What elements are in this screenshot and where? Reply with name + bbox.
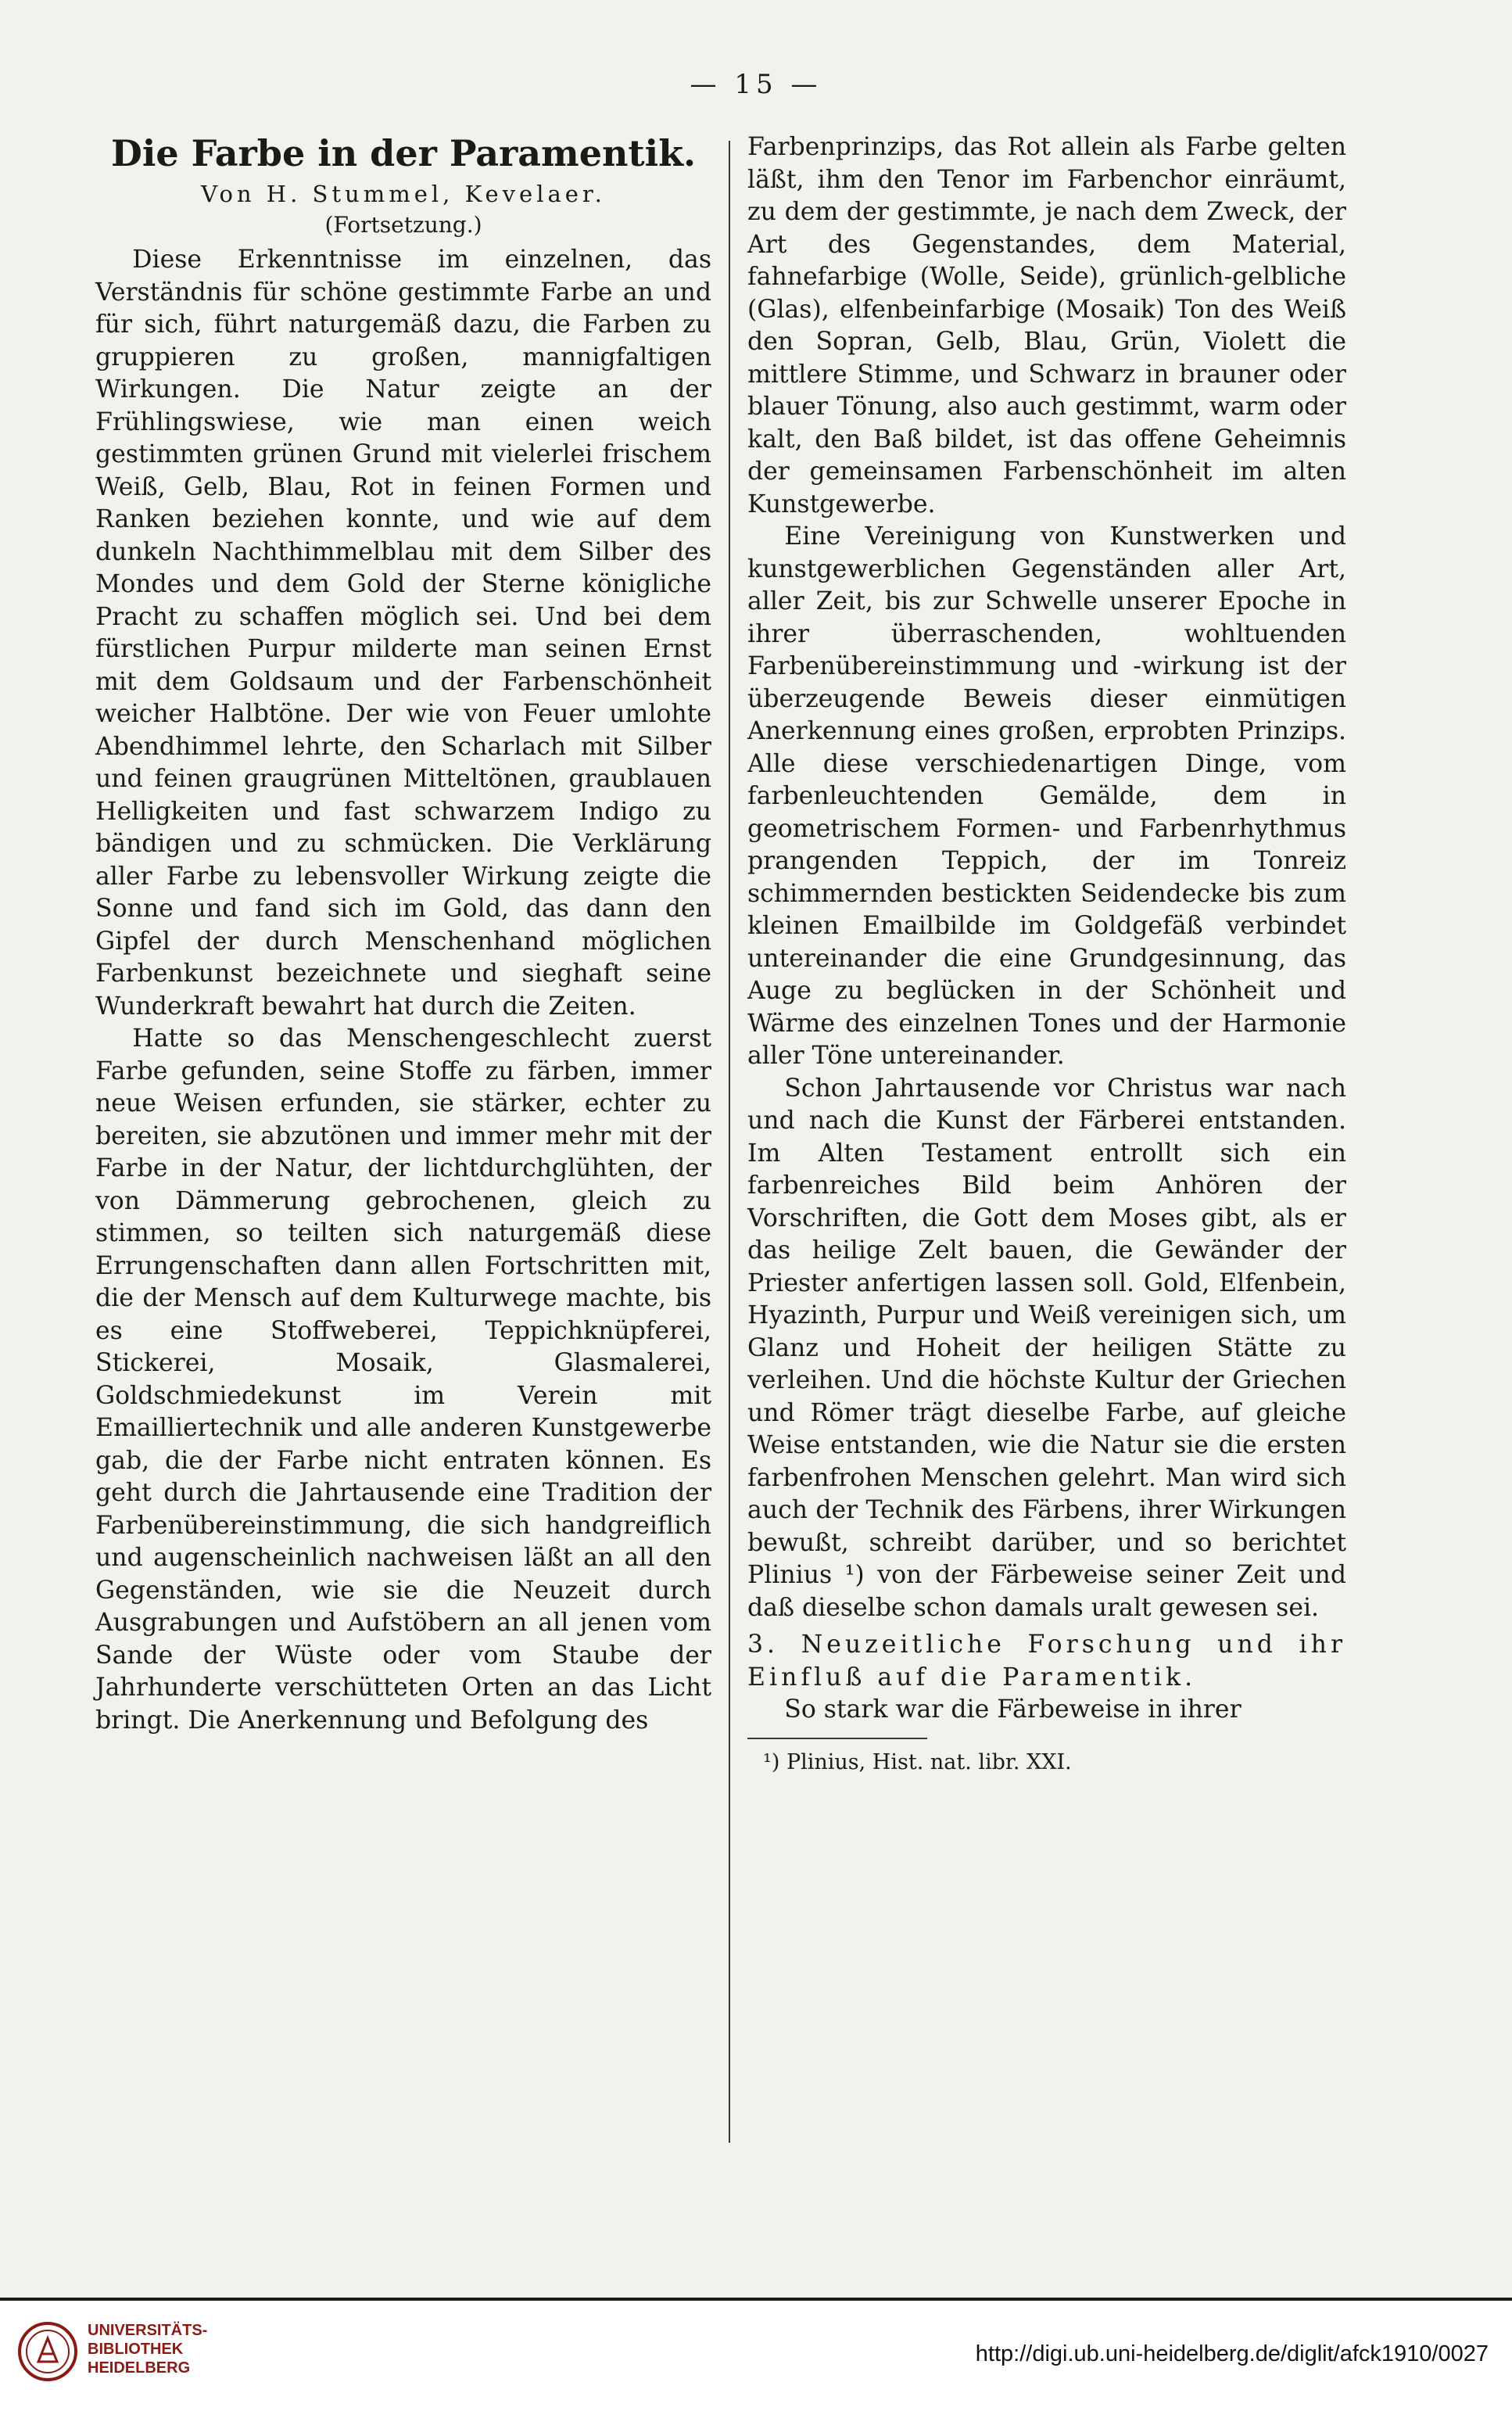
left-column: [95, 131, 711, 1737]
footnote-rule: [747, 1738, 927, 1739]
university-seal-icon: [17, 2321, 78, 2382]
paragraph: Hatte so das Menschengeschlecht zuerst Farbe gefunden, seine Stoffe zu färben, immer neue Weisen erfunden, sie stärker, echter zu bereiten, sie abzutönen und immer mehr mit der Farbe in der Natur, der lichtdurchglühten, der von Dämmerung gebrochenen, gleich zu stimmen, so teilten sich naturgemäß diese Errungenschaften dann allen Fortschritten mit, die der Mensch auf dem Kulturwege machte, bis es eine Stoffweberei, Teppichknüpferei, Stickerei, Mosaik, Glasmalerei, Goldschmiedekunst im Verein mit Emailliertechnik und alle anderen Kunstgewerbe gab, die der Farbe nicht entraten können. Es geht durch die Jahrtausende eine Tradition der Farbenübereinstimmung, die sich handgreiflich und augenscheinlich nachweisen läßt an all den Gegenständen, wie sie die Neuzeit durch Ausgrabungen und Aufstöbern an all jenen vom Sande der Wüste oder vom Staube der Jahrhunderte verschütteten Orten an das Licht bringt. Die Anerkennung und Befolgung des: [95, 1024, 711, 1735]
paragraph: Farbenprinzips, das Rot allein als Farbe gelten läßt, ihm den Tenor im Farbenchor einräumt, zu dem der gestimmte, je nach dem Zweck, der Art des Gegenstandes, dem Material, fahnefarbige (Wolle, Seide), grünlich-gelbliche (Glas), elfenbeinfarbige (Mosaik) Ton des Weiß den Sopran, Gelb, Blau, Grün, Violett die mittlere Stimme, und Schwarz in brauner oder blauer Tönung, also auch gestimmt, warm oder kalt, den Baß bildet, ist das offene Geheimnis der gemeinsamen Farbenschönheit im alten Kunstgewerbe.: [747, 133, 1346, 518]
paragraph: Diese Erkenntnisse im einzelnen, das Verständnis für schöne gestimmte Farbe an und für sich, führt naturgemäß dazu, die Farben zu gruppieren zu großen, mannigfaltigen Wirkungen. Die Natur zeigte an der Frühlingswiese, wie man einen weich gestimmten grünen Grund mit vielerlei frischem Weiß, Gelb, Blau, Rot in feinen Formen und Ranken beziehen konnte, und wie auf dem dunkeln Nachthimmelblau mit dem Silber des Mondes und dem Gold der Sterne königliche Pracht zu schaffen möglich sei. Und bei dem fürstlichen Purpur milderte man seinen Ernst mit dem Goldsaum und der Farbenschönheit weicher Halbtöne. Der wie von Feuer umlohte Abendhimmel lehrte, den Scharlach mit Silber und feinen graugrünen Mitteltönen, graublauen Helligkeiten und fast schwarzem Indigo zu bändigen und zu schmücken. Die Verklärung aller Farbe zu lebensvoller Wirkung zeigte die Sonne und fand sich im Gold, das dann den Gipfel der durch Menschenhand möglichen Farbenkunst bezeichnete und sieghaft seine Wunderkraft bewahrt hat durch die Zeiten.: [95, 246, 711, 1021]
footnote: ¹) Plinius, Hist. nat. libr. XXI.: [763, 1749, 1072, 1774]
article-title: Die Farbe in der Paramentik.: [110, 132, 697, 174]
library-footer: [0, 2301, 1512, 2436]
right-column: [747, 131, 1346, 1777]
paragraph: So stark war die Färbeweise in ihrer: [784, 1695, 1241, 1724]
continuation-note: (Fortsetzung.): [324, 212, 482, 238]
paragraph: Eine Vereinigung von Kunstwerken und kunstgewerblichen Gegenständen aller Art, aller Zeit, bis zur Schwelle unserer Epoche in ihrer überraschenden, wohltuenden Farbenübereinstimmung und -wirkung ist der überzeugende Beweis dieser einmütigen Anerkennung eines großen, erprobten Prinzips. Alle diese verschiedenartigen Dinge, vom farbenleuchtenden Gemälde, dem in geometrischem Formen- und Farbenrhythmus prangenden Teppich, der im Tonreiz schimmernden bestickten Seidendecke bis zum kleinen Emailbilde im Goldgefäß verbindet untereinander die eine Grundgesinnung, das Auge zu beglücken in der Schönheit und Wärme des einzelnen Tones und der Harmonie aller Töne untereinander.: [747, 522, 1346, 1070]
section-heading: 3. Neuzeitliche Forschung und ihr Einfluß auf die Paramentik.: [747, 1631, 1346, 1692]
article-byline: Von H. Stummel, Kevelaer.: [201, 181, 606, 207]
paragraph: Schon Jahrtausende vor Christus war nach und nach die Kunst der Färberei entstanden. Im Alten Testament entrollt sich ein farbenreiches Bild beim Anhören der Vorschriften, die Gott dem Moses gibt, als er das heilige Zelt bauen, die Gewänder der Priester anfertigen lassen soll. Gold, Elfenbein, Hyazinth, Purpur und Weiß vereinigen sich, um Glanz und Hoheit der heiligen Stätte zu verleihen. Und die höchste Kultur der Griechen und Römer trägt dieselbe Farbe, auf gleiche Weise entstanden, wie die Natur sie die ersten farbenfrohen Menschen gelehrt. Man wird sich auch der Technik des Färbens, ihrer Wirkungen bewußt, schreibt darüber, und so berichtet Plinius ¹) von der Färbeweise seiner Zeit und daß dieselbe schon damals uralt gewesen sei.: [747, 1074, 1346, 1622]
source-url-link[interactable]: http://digi.ub.uni-heidelberg.de/diglit/afck1910/0027: [975, 2341, 1489, 2366]
institution-name: UNIVERSITÄTS- BIBLIOTHEK HEIDELBERG: [88, 2322, 208, 2377]
column-divider: [729, 141, 730, 2143]
page-number: — 15 —: [690, 69, 822, 100]
